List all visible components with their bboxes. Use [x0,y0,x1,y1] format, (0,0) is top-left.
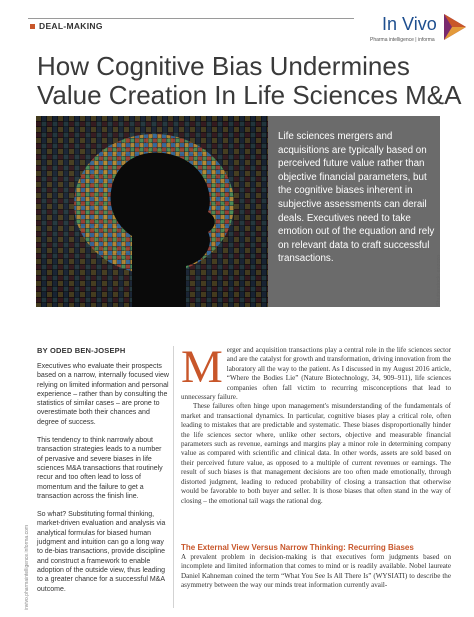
photo-credit [436,246,446,306]
teaser-text: Life sciences mergers and acquisitions are typically based on perceived future value rather than objective financial parameters, but the cognitive biases inherent in subjective assessments can derail deals. Executives need to take emotion out of the equation and rely on relevant data to craft successful transactions. [278,131,435,265]
body-paragraph-2: These failures often hinge upon management's misunderstanding of the fundamentals of market and transactional dynamics. In particular, cognitive biases play a critical role, often leading to mistakes that are predictable and systematic. These biases disproportionally hinder the life sciences sector where, unlike other sectors, objective and measurable financial parameters such as revenue, earnings and margins play a minor role in determining company value as compared with scientific and clinical data. In other words, assets are sold based on their perceived future value, as opposed to a multiple of current revenues or earnings. The result of such biases is that management decisions are too often made emotionally, through distorted judgment, leading to reduced probability of closing a transaction that otherwise would be favorable to both buyer and seller. It is those biases that often stand in the way of closing – the emotional tail wags the rational dog. [181,402,451,505]
logo-subtitle: Pharma intelligence | informa [370,37,435,43]
side-url [24,520,32,610]
body-paragraph-1-text: erger and acquisition transactions play a central role in the life sciences sector and are the catalyst for growth and transformation, driving innovation from the laboratory all the way to the patient. As I discussed in my August 2016 article, “Where the Bodies Lie” (Nature Biotechnology, 34, 909–911), life sciences companies often fall victim to recurring misconceptions that lead to unnecessary failure. [181,346,451,402]
body-paragraph-1 [181,341,451,402]
side-url-text: invivo.pharmaintelligence.informa.com [24,524,30,610]
section-label-text: DEAL-MAKING [39,21,103,31]
drop-cap: M [181,341,223,393]
sidebar-paragraph-3: So what? Substituting formal thinking, market-driven evaluation and analysis via analytical formulas for biased human judgment and intuition can go a long way to de-bias transactions, provide discipline and construct a framework to enable adoption of the outside view, thus leading to a greater chance for a successful M&A outcome. [37,511,166,593]
mosaic-head-illustration [36,116,268,307]
header-rule [28,18,354,19]
teaser-panel [268,116,440,307]
summary-sidebar [37,362,169,603]
invivo-logo [368,12,468,48]
section-subheading: The External View Versus Narrow Thinking: Recurring Biases [181,543,414,552]
photo-credit-text: Shutterstock: enzozo [436,254,442,306]
section-label [30,21,103,31]
logo-brand-text: In Vivo [382,14,437,34]
article-title [37,51,462,110]
byline: BY ODED BEN-JOSEPH [37,346,126,355]
column-divider [173,346,174,608]
article-body-continued [181,553,451,591]
sidebar-paragraph-2: This tendency to think narrowly about transaction strategies leads to a number of pervasive and severe biases in life sciences M&A transactions that routinely recur and too often lead to loss of momentum and the failure to get a transaction across the finish line. [37,437,163,500]
title-line-1: How Cognitive Bias Undermines [37,51,410,81]
hero-image [36,116,268,307]
logo-triangle-icon [442,12,468,42]
sidebar-paragraph-1: Executives who evaluate their prospects based on a narrow, internally focused view relying on limited information and personal experience – rather than by consulting the statistics of similar cases – are prone to overestimate both their chances and degree of success. [37,363,169,426]
article-body [181,341,451,506]
body-paragraph-3: A prevalent problem in decision-making is that executives form judgments based on incomplete and limited information that comes to mind or is readily available. Nobel laureate Daniel Kahneman coined the term “What You See Is All There Is” (WYSIATI) to describe the asymmetry between the way our minds treat information currently avail- [181,553,451,590]
title-line-2: Value Creation In Life Sciences M&A [37,80,462,110]
section-marker-icon [30,24,35,29]
